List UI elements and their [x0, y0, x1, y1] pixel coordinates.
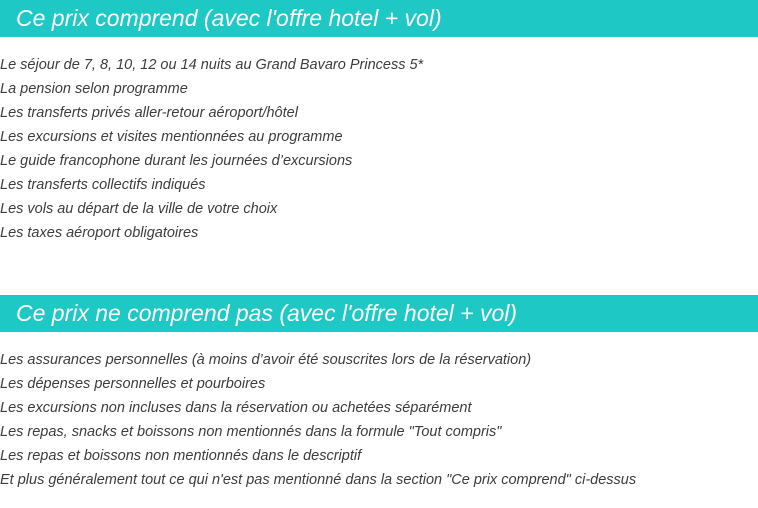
excludes-item-2: Les dépenses personnelles et pourboires [0, 376, 266, 392]
excludes-item-3: Les excursions non incluses dans la réservation ou achetées séparément [0, 400, 472, 416]
excludes-item-6: Et plus généralement tout ce qui n'est pas mentionné dans la section "Ce prix comprend" ci-dessus [0, 472, 637, 488]
includes-item-8: Les taxes aéroport obligatoires [0, 225, 199, 241]
excludes-item-5: Les repas et boissons non mentionnés dans le descriptif [0, 448, 362, 464]
includes-item-7: Les vols au départ de la ville de votre choix [0, 201, 278, 217]
includes-section-title: Ce prix comprend (avec l'offre hotel + vol) [0, 0, 758, 37]
includes-item-3: Les transferts privés aller-retour aéroport/hôtel [0, 105, 298, 121]
excludes-section-title: Ce prix ne comprend pas (avec l'offre hotel + vol) [0, 295, 758, 332]
includes-list [0, 53, 423, 245]
excludes-item-4: Les repas, snacks et boissons non mentionnés dans la formule "Tout compris" [0, 424, 502, 440]
includes-item-2: La pension selon programme [0, 81, 188, 97]
includes-item-5: Le guide francophone durant les journées d’excursions [0, 153, 353, 169]
includes-item-1: Le séjour de 7, 8, 10, 12 ou 14 nuits au Grand Bavaro Princess 5* [0, 57, 424, 73]
includes-item-6: Les transferts collectifs indiqués [0, 177, 206, 193]
includes-item-4: Les excursions et visites mentionnées au programme [0, 129, 343, 145]
excludes-item-1: Les assurances personnelles (à moins d’avoir été souscrites lors de la réservation) [0, 352, 532, 368]
excludes-list [0, 348, 636, 492]
